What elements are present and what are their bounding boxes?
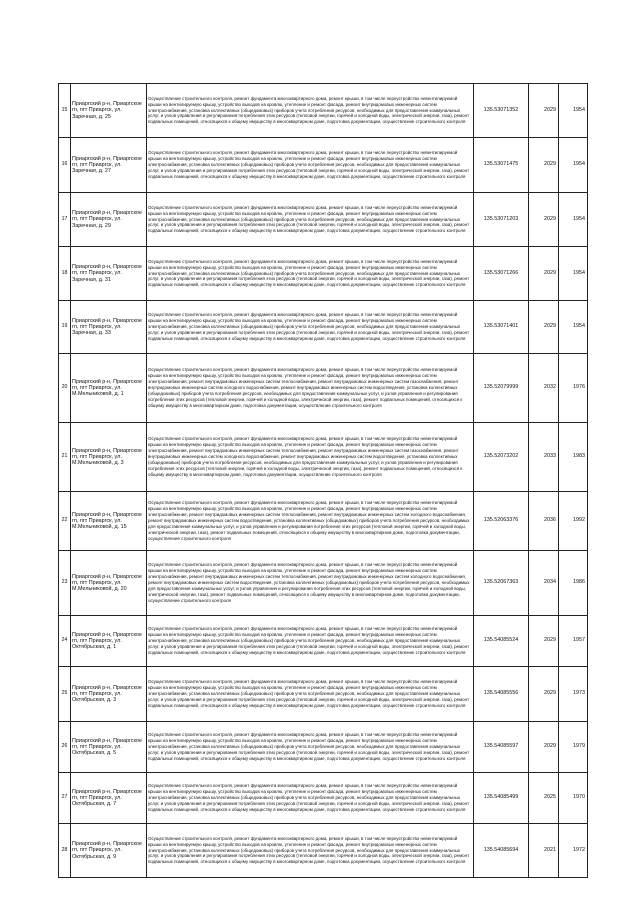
plan-year-cell: 2032 bbox=[529, 354, 559, 423]
table-row bbox=[59, 247, 588, 301]
works-cell: Осуществление строительного контроля, ремонт фундамента многоквартирного дома, ремонт крыши, в том числе переустройство невентилируемой крыши на вентилируемую крышу, устройство выходов на кровлю, утепление и ремонт фасада, ремонт внутридомовых инженерных систем электроснабжения, установка коллективных (общедомовых) приборов учета потребления ресурсов, необходимых для предоставления коммунальных услуг, и узлов управления и регулирования потребления этих ресурсов (тепловой энергии, горячей и холодной воды, электрической энергии, газа), ремонт подвальных помещений, относящихся к общему имуществу в многоквартирном доме, подготовка документации, осуществление строительного контроля bbox=[147, 193, 474, 247]
works-cell: Осуществление строительного контроля, ремонт фундамента многоквартирного дома, ремонт крыши, в том числе переустройство невентилируемой крыши на вентилируемую крышу, устройство выходов на кровлю, утепление и ремонт фасада, ремонт внутридомовых инженерных систем электроснабжения, установка коллективных (общедомовых) приборов учета потребления ресурсов, необходимых для предоставления коммунальных услуг, и узлов управления и регулирования потребления этих ресурсов (тепловой энергии, горячей и холодной воды, электрической энергии, газа), ремонт подвальных помещений, относящихся к общему имуществу в многоквартирном доме, подготовка документации, осуществление строительного контроля bbox=[147, 773, 474, 824]
works-cell: Осуществление строительного контроля, ремонт фундамента многоквартирного дома, ремонт крыши, в том числе переустройство невентилируемой крыши на вентилируемую крышу, устройство выходов на кровлю, утепление и ремонт фасада, ремонт внутридомовых инженерных систем электроснабжения, установка коллективных (общедомовых) приборов учета потребления ресурсов, необходимых для предоставления коммунальных услуг, и узлов управления и регулирования потребления этих ресурсов (тепловой энергии, горячей и холодной воды, электрической энергии, газа), ремонт подвальных помещений, относящихся к общему имуществу в многоквартирном доме, подготовка документации, осуществление строительного контроля bbox=[147, 722, 474, 773]
cadastral-cell: 135.54085524 bbox=[474, 616, 529, 667]
built-year-cell: 1954 bbox=[559, 138, 588, 193]
row-number: 18 bbox=[59, 247, 71, 301]
table-row bbox=[59, 616, 588, 667]
table-row bbox=[59, 667, 588, 722]
table-row bbox=[59, 423, 588, 492]
built-year-cell: 1954 bbox=[559, 84, 588, 138]
row-number: 20 bbox=[59, 354, 71, 423]
cadastral-cell: 135.53071203 bbox=[474, 193, 529, 247]
table-row bbox=[59, 492, 588, 551]
built-year-cell: 1976 bbox=[559, 354, 588, 423]
plan-year-cell: 2029 bbox=[529, 84, 559, 138]
built-year-cell: 1954 bbox=[559, 193, 588, 247]
built-year-cell: 1983 bbox=[559, 423, 588, 492]
plan-year-cell: 2025 bbox=[529, 773, 559, 824]
cadastral-cell: 135.52063376 bbox=[474, 492, 529, 551]
table-row bbox=[59, 138, 588, 193]
cadastral-cell: 135.52079999 bbox=[474, 354, 529, 423]
built-year-cell: 1972 bbox=[559, 824, 588, 878]
cadastral-cell: 135.54085597 bbox=[474, 722, 529, 773]
address-cell: Приаргский р-н, Приаргское гп, пгт Приаргск, ул. Октябрьская, д. 5 bbox=[71, 722, 147, 773]
table-row bbox=[59, 301, 588, 354]
plan-year-cell: 2034 bbox=[529, 551, 559, 616]
works-cell: Осуществление строительного контроля, ремонт фундамента многоквартирного дома, ремонт крыши, в том числе переустройство невентилируемой крыши на вентилируемую крышу, устройство выходов на кровлю, утепление и ремонт фасада, ремонт внутридомовых инженерных систем электроснабжения, ремонт внутридомовых инженерных систем теплоснабжения, ремонт внутридомовых инженерных систем холодного водоснабжения, ремонт внутридомовых инженерных систем водоотведения, установка коллективных (общедомовых) приборов учета потребления ресурсов, необходимых для предоставления коммунальных услуг, и узлов управления и регулирования потребления этих ресурсов (тепловой энергии, горячей и холодной воды, электрической энергии, газа), ремонт подвальных помещений, относящихся к общему имуществу в многоквартирном доме, подготовка документации, осуществление строительного контроля bbox=[147, 492, 474, 551]
cadastral-cell: 135.53071475 bbox=[474, 138, 529, 193]
works-cell: Осуществление строительного контроля, ремонт фундамента многоквартирного дома, ремонт крыши, в том числе переустройство невентилируемой крыши на вентилируемую крышу, устройство выходов на кровлю, утепление и ремонт фасада, ремонт внутридомовых инженерных систем электроснабжения, ремонт внутридомовых инженерных систем теплоснабжения, ремонт внутридомовых инженерных систем газоснабжения, ремонт внутридомовых инженерных систем холодного водоснабжения, ремонт внутридомовых инженерных систем водоотведения, установка коллективных (общедомовых) приборов учета потребления ресурсов, необходимых для предоставления коммунальных услуг, и узлов управления и регулирования потребления этих ресурсов (тепловой энергии, горячей и холодной воды, электрической энергии, газа), ремонт подвальных помещений, относящихся к общему имуществу в многоквартирном доме, подготовка документации, осуществление строительного контроля bbox=[147, 423, 474, 492]
cadastral-cell: 135.53071266 bbox=[474, 247, 529, 301]
plan-year-cell: 2029 bbox=[529, 301, 559, 354]
row-number: 27 bbox=[59, 773, 71, 824]
address-cell: Приаргский р-н, Приаргское гп, пгт Приаргск, ул. Октябрьская, д. 3 bbox=[71, 667, 147, 722]
plan-year-cell: 2029 bbox=[529, 722, 559, 773]
address-cell: Приаргский р-н, Приаргское гп, пгт Приаргск, ул. Заречная, д. 27 bbox=[71, 138, 147, 193]
row-number: 25 bbox=[59, 667, 71, 722]
built-year-cell: 1986 bbox=[559, 551, 588, 616]
works-cell: Осуществление строительного контроля, ремонт фундамента многоквартирного дома, ремонт крыши, в том числе переустройство невентилируемой крыши на вентилируемую крышу, устройство выходов на кровлю, утепление и ремонт фасада, ремонт внутридомовых инженерных систем электроснабжения, установка коллективных (общедомовых) приборов учета потребления ресурсов, необходимых для предоставления коммунальных услуг, и узлов управления и регулирования потребления этих ресурсов (тепловой энергии, горячей и холодной воды, электрической энергии, газа), ремонт подвальных помещений, относящихся к общему имуществу в многоквартирном доме, подготовка документации, осуществление строительного контроля bbox=[147, 84, 474, 138]
address-cell: Приаргский р-н, Приаргское гп, пгт Приаргск, ул. Заречная, д. 31 bbox=[71, 247, 147, 301]
built-year-cell: 1973 bbox=[559, 667, 588, 722]
row-number: 23 bbox=[59, 551, 71, 616]
table-row bbox=[59, 824, 588, 878]
address-cell: Приаргский р-н, Приаргское гп, пгт Приаргск, ул. Заречная, д. 25 bbox=[71, 84, 147, 138]
cadastral-cell: 135.54085556 bbox=[474, 667, 529, 722]
row-number: 16 bbox=[59, 138, 71, 193]
plan-year-cell: 2029 bbox=[529, 193, 559, 247]
table-row bbox=[59, 193, 588, 247]
row-number: 24 bbox=[59, 616, 71, 667]
row-number: 21 bbox=[59, 423, 71, 492]
address-cell: Приаргский р-н, Приаргское гп, пгт Приаргск, ул. Заречная, д. 29 bbox=[71, 193, 147, 247]
row-number: 26 bbox=[59, 722, 71, 773]
built-year-cell: 1954 bbox=[559, 247, 588, 301]
works-cell: Осуществление строительного контроля, ремонт фундамента многоквартирного дома, ремонт крыши, в том числе переустройство невентилируемой крыши на вентилируемую крышу, устройство выходов на кровлю, утепление и ремонт фасада, ремонт внутридомовых инженерных систем электроснабжения, ремонт внутридомовых инженерных систем теплоснабжения, ремонт внутридомовых инженерных систем холодного водоснабжения, ремонт внутридомовых инженерных систем водоотведения, установка коллективных (общедомовых) приборов учета потребления ресурсов, необходимых для предоставления коммунальных услуг, и узлов управления и регулирования потребления этих ресурсов (тепловой энергии, горячей и холодной воды, электрической энергии, газа), ремонт подвальных помещений, относящихся к общему имуществу в многоквартирном доме, подготовка документации, осуществление строительного контроля bbox=[147, 551, 474, 616]
row-number: 15 bbox=[59, 84, 71, 138]
table-row bbox=[59, 551, 588, 616]
built-year-cell: 1970 bbox=[559, 773, 588, 824]
table-row bbox=[59, 84, 588, 138]
cadastral-cell: 135.52067363 bbox=[474, 551, 529, 616]
capital-repair-table bbox=[58, 83, 588, 878]
works-cell: Осуществление строительного контроля, ремонт фундамента многоквартирного дома, ремонт крыши, в том числе переустройство невентилируемой крыши на вентилируемую крышу, устройство выходов на кровлю, утепление и ремонт фасада, ремонт внутридомовых инженерных систем электроснабжения, установка коллективных (общедомовых) приборов учета потребления ресурсов, необходимых для предоставления коммунальных услуг, и узлов управления и регулирования потребления этих ресурсов (тепловой энергии, горячей и холодной воды, электрической энергии, газа), ремонт подвальных помещений, относящихся к общему имуществу в многоквартирном доме, подготовка документации, осуществление строительного контроля bbox=[147, 138, 474, 193]
plan-year-cell: 2029 bbox=[529, 138, 559, 193]
built-year-cell: 1954 bbox=[559, 301, 588, 354]
cadastral-cell: 135.54085694 bbox=[474, 824, 529, 878]
plan-year-cell: 2029 bbox=[529, 247, 559, 301]
plan-year-cell: 2036 bbox=[529, 492, 559, 551]
works-cell: Осуществление строительного контроля, ремонт фундамента многоквартирного дома, ремонт крыши, в том числе переустройство невентилируемой крыши на вентилируемую крышу, устройство выходов на кровлю, утепление и ремонт фасада, ремонт внутридомовых инженерных систем электроснабжения, ремонт внутридомовых инженерных систем теплоснабжения, ремонт внутридомовых инженерных систем газоснабжения, ремонт внутридомовых инженерных систем холодного водоснабжения, ремонт внутридомовых инженерных систем водоотведения, установка коллективных (общедомовых) приборов учета потребления ресурсов, необходимых для предоставления коммунальных услуг, и узлов управления и регулирования потребления этих ресурсов (тепловой энергии, горячей и холодной воды, электрической энергии, газа), ремонт подвальных помещений, относящихся к общему имуществу в многоквартирном доме, подготовка документации, осуществление строительного контроля bbox=[147, 354, 474, 423]
address-cell: Приаргский р-н, Приаргское гп, пгт Приаргск, ул. М.Мельниковой, д. 1 bbox=[71, 354, 147, 423]
row-number: 19 bbox=[59, 301, 71, 354]
address-cell: Приаргский р-н, Приаргское гп, пгт Приаргск, ул. Октябрьская, д. 1 bbox=[71, 616, 147, 667]
row-number: 28 bbox=[59, 824, 71, 878]
plan-year-cell: 2029 bbox=[529, 667, 559, 722]
row-number: 17 bbox=[59, 193, 71, 247]
table-row bbox=[59, 773, 588, 824]
address-cell: Приаргский р-н, Приаргское гп, пгт Приаргск, ул. Октябрьская, д. 9 bbox=[71, 824, 147, 878]
address-cell: Приаргский р-н, Приаргское гп, пгт Приаргск, ул. М.Мельниковой, д. 20 bbox=[71, 551, 147, 616]
cadastral-cell: 135.54085499 bbox=[474, 773, 529, 824]
address-cell: Приаргский р-н, Приаргское гп, пгт Приаргск, ул. Октябрьская, д. 7 bbox=[71, 773, 147, 824]
address-cell: Приаргский р-н, Приаргское гп, пгт Приаргск, ул. М.Мельниковой, д. 3 bbox=[71, 423, 147, 492]
cadastral-cell: 135.53071401 bbox=[474, 301, 529, 354]
built-year-cell: 1979 bbox=[559, 722, 588, 773]
works-cell: Осуществление строительного контроля, ремонт фундамента многоквартирного дома, ремонт крыши, в том числе переустройство невентилируемой крыши на вентилируемую крышу, устройство выходов на кровлю, утепление и ремонт фасада, ремонт внутридомовых инженерных систем электроснабжения, установка коллективных (общедомовых) приборов учета потребления ресурсов, необходимых для предоставления коммунальных услуг, и узлов управления и регулирования потребления этих ресурсов (тепловой энергии, горячей и холодной воды, электрической энергии, газа), ремонт подвальных помещений, относящихся к общему имуществу в многоквартирном доме, подготовка документации, осуществление строительного контроля bbox=[147, 301, 474, 354]
cadastral-cell: 135.53071352 bbox=[474, 84, 529, 138]
works-cell: Осуществление строительного контроля, ремонт фундамента многоквартирного дома, ремонт крыши, в том числе переустройство невентилируемой крыши на вентилируемую крышу, устройство выходов на кровлю, утепление и ремонт фасада, ремонт внутридомовых инженерных систем электроснабжения, установка коллективных (общедомовых) приборов учета потребления ресурсов, необходимых для предоставления коммунальных услуг, и узлов управления и регулирования потребления этих ресурсов (тепловой энергии, горячей и холодной воды, электрической энергии, газа), ремонт подвальных помещений, относящихся к общему имуществу в многоквартирном доме, подготовка документации, осуществление строительного контроля bbox=[147, 824, 474, 878]
built-year-cell: 1992 bbox=[559, 492, 588, 551]
table-row bbox=[59, 354, 588, 423]
address-cell: Приаргский р-н, Приаргское гп, пгт Приаргск, ул. М.Мельниковой, д. 15 bbox=[71, 492, 147, 551]
address-cell: Приаргский р-н, Приаргское гп, пгт Приаргск, ул. Заречная, д. 33 bbox=[71, 301, 147, 354]
works-cell: Осуществление строительного контроля, ремонт фундамента многоквартирного дома, ремонт крыши, в том числе переустройство невентилируемой крыши на вентилируемую крышу, устройство выходов на кровлю, утепление и ремонт фасада, ремонт внутридомовых инженерных систем электроснабжения, установка коллективных (общедомовых) приборов учета потребления ресурсов, необходимых для предоставления коммунальных услуг, и узлов управления и регулирования потребления этих ресурсов (тепловой энергии, горячей и холодной воды, электрической энергии, газа), ремонт подвальных помещений, относящихся к общему имуществу в многоквартирном доме, подготовка документации, осуществление строительного контроля bbox=[147, 667, 474, 722]
row-number: 22 bbox=[59, 492, 71, 551]
plan-year-cell: 2033 bbox=[529, 423, 559, 492]
plan-year-cell: 2029 bbox=[529, 616, 559, 667]
works-cell: Осуществление строительного контроля, ремонт фундамента многоквартирного дома, ремонт крыши, в том числе переустройство невентилируемой крыши на вентилируемую крышу, устройство выходов на кровлю, утепление и ремонт фасада, ремонт внутридомовых инженерных систем электроснабжения, установка коллективных (общедомовых) приборов учета потребления ресурсов, необходимых для предоставления коммунальных услуг, и узлов управления и регулирования потребления этих ресурсов (тепловой энергии, горячей и холодной воды, электрической энергии, газа), ремонт подвальных помещений, относящихся к общему имуществу в многоквартирном доме, подготовка документации, осуществление строительного контроля bbox=[147, 616, 474, 667]
built-year-cell: 1957 bbox=[559, 616, 588, 667]
table-body bbox=[59, 84, 588, 878]
plan-year-cell: 2021 bbox=[529, 824, 559, 878]
works-cell: Осуществление строительного контроля, ремонт фундамента многоквартирного дома, ремонт крыши, в том числе переустройство невентилируемой крыши на вентилируемую крышу, устройство выходов на кровлю, утепление и ремонт фасада, ремонт внутридомовых инженерных систем электроснабжения, установка коллективных (общедомовых) приборов учета потребления ресурсов, необходимых для предоставления коммунальных услуг, и узлов управления и регулирования потребления этих ресурсов (тепловой энергии, горячей и холодной воды, электрической энергии, газа), ремонт подвальных помещений, относящихся к общему имуществу в многоквартирном доме, подготовка документации, осуществление строительного контроля bbox=[147, 247, 474, 301]
cadastral-cell: 135.52073202 bbox=[474, 423, 529, 492]
table-row bbox=[59, 722, 588, 773]
